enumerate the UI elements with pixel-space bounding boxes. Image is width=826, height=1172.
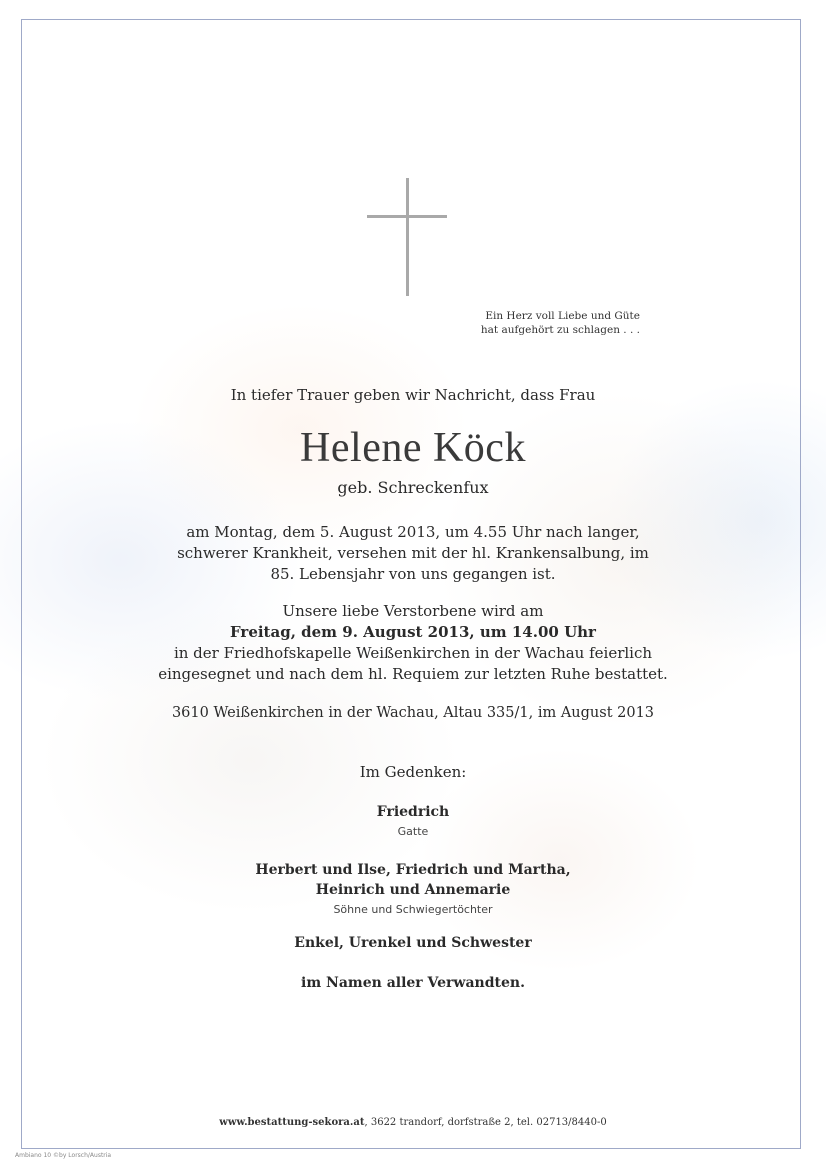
- maiden-name: geb. Schreckenfux: [337, 478, 489, 497]
- death-notice-line-1: am Montag, dem 5. August 2013, um 4.55 Uhr nach langer,: [186, 523, 640, 541]
- children-line-2: Heinrich und Annemarie: [315, 882, 511, 898]
- relatives-line: Enkel, Urenkel und Schwester: [294, 935, 532, 951]
- quote-line-2: hat aufgehört zu schlagen . . .: [480, 324, 640, 336]
- all-relatives-line: im Namen aller Verwandten.: [301, 975, 525, 991]
- spouse-role: Gatte: [397, 825, 429, 838]
- deceased-name: Helene Köck: [300, 425, 526, 471]
- quote-line-1: Ein Herz voll Liebe und Güte: [485, 310, 640, 322]
- children-line-1: Herbert und Ilse, Friedrich und Martha,: [255, 862, 571, 878]
- address-line: 3610 Weißenkirchen in der Wachau, Altau 335/1, im August 2013: [171, 705, 655, 721]
- children-role: Söhne und Schwiegertöchter: [333, 903, 493, 916]
- footer-details: , 3622 trandorf, dorfstraße 2, tel. 02713/8440-0: [364, 1117, 607, 1128]
- funeral-line-4: eingesegnet und nach dem hl. Requiem zur letzten Ruhe bestattet.: [158, 665, 668, 683]
- funeral-line-3: in der Friedhofskapelle Weißenkirchen in der Wachau feierlich: [173, 644, 653, 662]
- children-group: [0, 860, 826, 920]
- footer-url: www.bestattung-sekora.at: [219, 1117, 365, 1128]
- death-notice-line-3: 85. Lebensjahr von uns gegangen ist.: [270, 565, 556, 583]
- funeral-date: Freitag, dem 9. August 2013, um 14.00 Uhr: [230, 623, 596, 641]
- spouse-group: [0, 802, 826, 842]
- imprint: Ambiano 10 ©by Lorsch/Austria: [15, 1152, 112, 1159]
- funeral-notice: [0, 601, 826, 685]
- death-notice-line-2: schwerer Krankheit, versehen mit der hl. Krankensalbung, im: [177, 544, 649, 562]
- quote: [480, 309, 640, 337]
- funeral-line-1: Unsere liebe Verstorbene wird am: [282, 602, 544, 620]
- footer: [0, 1117, 826, 1128]
- memorial-heading: Im Gedenken:: [359, 763, 467, 781]
- intro-text: In tiefer Trauer geben wir Nachricht, dass Frau: [230, 386, 596, 404]
- spouse-name: Friedrich: [376, 804, 450, 820]
- death-notice: [0, 522, 826, 585]
